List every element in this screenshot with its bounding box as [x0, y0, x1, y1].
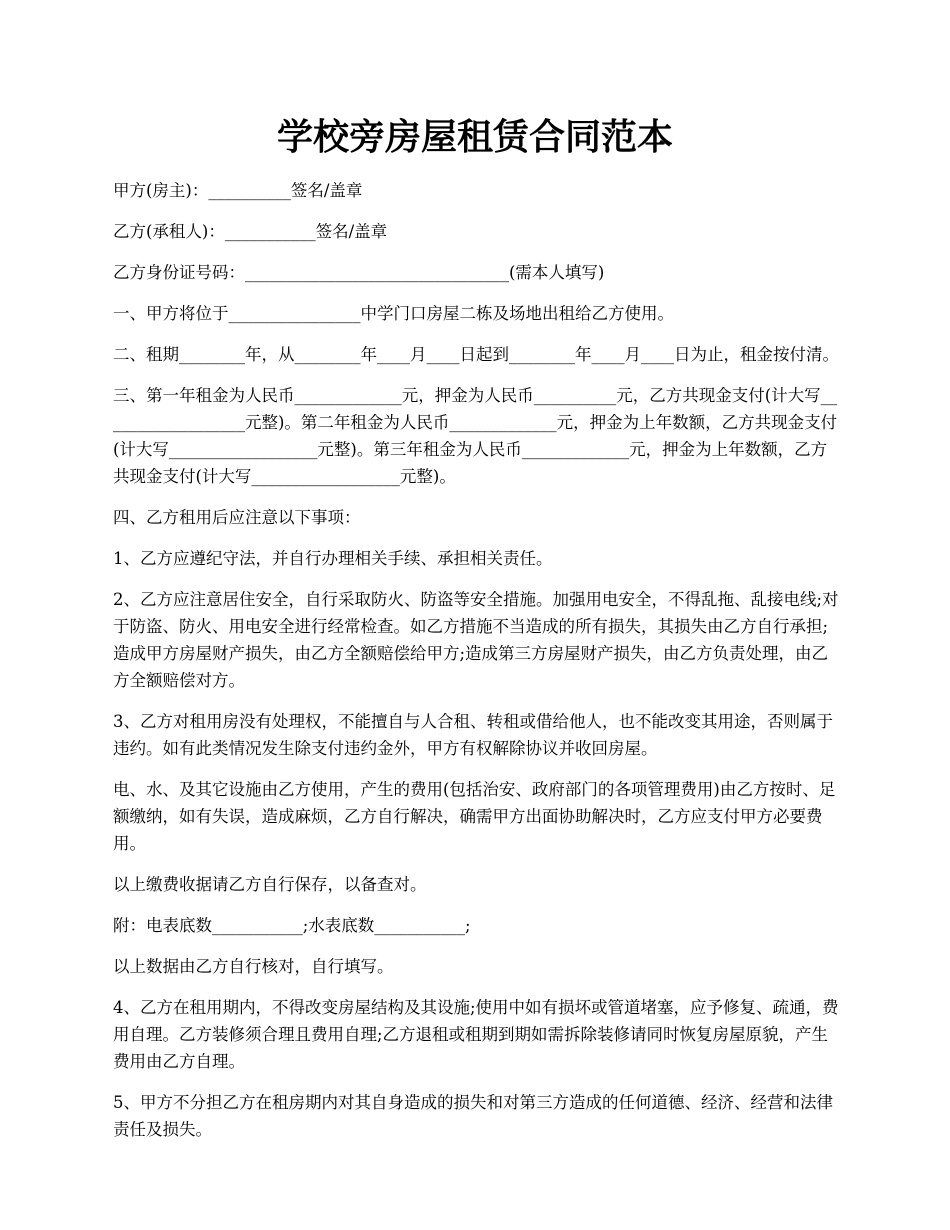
document-body	[113, 177, 843, 1157]
item-1-law: 1、乙方应遵纪守法，并自行办理相关手续、承担相关责任。	[113, 549, 553, 568]
party-a-line: 甲方(房主)：__________签名/盖章	[113, 181, 363, 200]
party-b-id-line: 乙方身份证号码：________________________________(需本人填写)	[113, 263, 605, 282]
party-b-line: 乙方(承租人)：___________签名/盖章	[113, 222, 388, 241]
utilities-paragraph: 电、水、及其它设施由乙方使用，产生的费用(包括治安、政府部门的各项管理费用)由乙方按时、足额缴纳，如有失误，造成麻烦，乙方自行解决，确需甲方出面协助解决时，乙方应支付甲方必要费用。	[113, 780, 836, 853]
item-4-structure: 4、乙方在租用期内，不得改变房屋结构及其设施;使用中如有损坏或管道堵塞，应予修复、疏通，费用自理。乙方装修须合理且费用自理;乙方退租或租期到期如需拆除装修请同时恢复房屋原貌，产生费用由乙方自理。	[113, 998, 839, 1071]
receipts-paragraph: 以上缴费收据请乙方自行保存，以备查对。	[113, 875, 427, 894]
clause-4-heading: 四、乙方租用后应注意以下事项：	[113, 508, 361, 527]
clause-2-term: 二、租期________年，从________年____月____日起到________年____月____日为止，租金按付清。	[113, 345, 839, 364]
self-check-line: 以上数据由乙方自行核对，自行填写。	[113, 957, 394, 976]
meter-readings-line: 附：电表底数___________;水表底数___________;	[113, 916, 471, 935]
clause-1-location: 一、甲方将位于________________中学门口房屋二栋及场地出租给乙方使用。	[113, 304, 674, 323]
item-3-sublet: 3、乙方对租用房没有处理权，不能擅自与人合租、转租或借给他人，也不能改变其用途，否则属于违约。如有此类情况发生除支付违约金外，甲方有权解除协议并收回房屋。	[113, 712, 833, 758]
clause-3-rent: 三、第一年租金为人民币_____________元，押金为人民币__________元，乙方共现金支付(计大写__________________元整)。第二年租金为人民币_____________元，押金为上年数额，乙方共现金支付(计大写__________________元整)。第三年租金为人民币_____________元，押金为上年数额，乙方共现金支付(计大写__________________元整)。	[113, 386, 838, 486]
document-title: 学校旁房屋租赁合同范本	[276, 116, 673, 158]
item-2-safety: 2、乙方应注意居住安全，自行采取防火、防盗等安全措施。加强用电安全，不得乱拖、乱接电线;对于防盗、防火、用电安全进行经常检查。如乙方措施不当造成的所有损失，其损失由乙方自行承担;造成甲方房屋财产损失，由乙方全额赔偿给甲方;造成第三方房屋财产损失，由乙方负责处理，由乙方全额赔偿对方。	[113, 590, 839, 690]
item-5-liability: 5、甲方不分担乙方在租房期内对其自身造成的损失和对第三方造成的任何道德、经济、经营和法律责任及损失。	[113, 1093, 833, 1139]
